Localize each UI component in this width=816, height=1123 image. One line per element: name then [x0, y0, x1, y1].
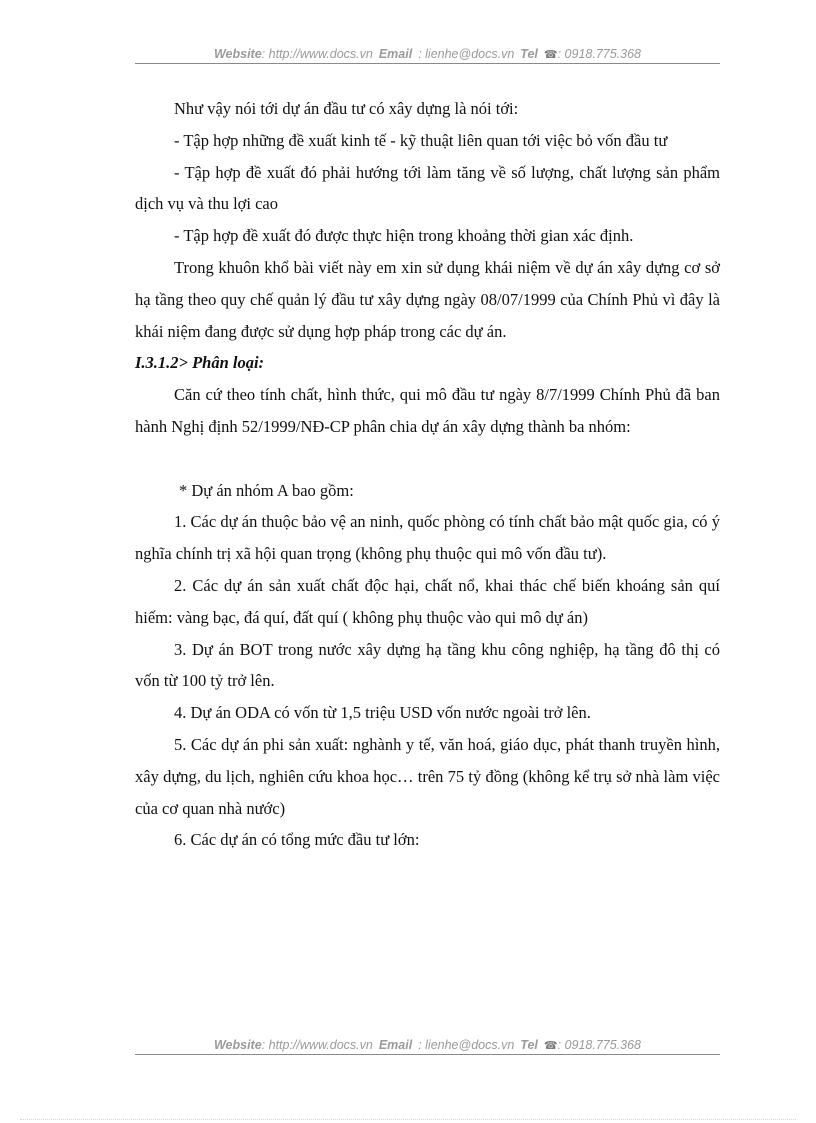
footer-tel-label: Tel — [520, 1038, 538, 1052]
header-email-value: : lienhe@docs.vn — [418, 47, 515, 61]
footer-tel-value: : 0918.775.368 — [557, 1038, 642, 1052]
list-item-6: 6. Các dự án có tổng mức đầu tư lớn: — [174, 830, 420, 850]
paragraph-definition: Trong khuôn khổ bài viết này em xin sử dụng khái niệm về dự án xây dựng cơ sở hạ tầng theo quy chế quản lý đầu tư xây dựng ngày 08/07/1999 của Chính Phủ vì đây là khái niệm đang được sử dụng hợp pháp trong các dự án. — [135, 257, 720, 341]
page-header — [135, 47, 720, 64]
blank-line — [135, 443, 720, 475]
footer-email-label: Email — [378, 1038, 413, 1052]
header-website-label: Website — [213, 47, 262, 61]
bullet-proposals-quality: - Tập hợp đề xuất đó phải hướng tới làm tăng về số lượng, chất lượng sản phẩm dịch vụ và thu lợi cao — [135, 162, 720, 214]
list-item-1: 1. Các dự án thuộc bảo vệ an ninh, quốc phòng có tính chất bảo mật quốc gia, có ý nghĩa chính trị xã hội quan trọng (không phụ thuộc qui mô vốn đầu tư). — [135, 512, 720, 564]
group-a-heading: * Dự án nhóm A bao gồm: — [179, 480, 354, 500]
bullet-proposals-capital: - Tập hợp những đề xuất kinh tế - kỹ thuật liên quan tới việc bỏ vốn đầu tư — [174, 130, 668, 150]
list-item-2: 2. Các dự án sản xuất chất độc hại, chất nổ, khai thác chế biến khoáng sản quí hiếm: vàng bạc, đá quí, đất quí ( không phụ thuộc vào qui mô dự án) — [135, 575, 720, 627]
page-footer — [135, 1038, 720, 1055]
header-website-value: : http://www.docs.vn — [261, 47, 373, 61]
document-body — [135, 93, 720, 856]
footer-website-value: : http://www.docs.vn — [261, 1038, 373, 1052]
footer-website-label: Website — [213, 1038, 262, 1052]
footer-email-value: : lienhe@docs.vn — [418, 1038, 515, 1052]
bullet-proposals-time: - Tập hợp đề xuất đó được thực hiện trong khoảng thời gian xác định. — [174, 226, 634, 246]
header-email-label: Email — [378, 47, 413, 61]
phone-icon: ☎ — [543, 1040, 558, 1052]
phone-icon: ☎ — [543, 49, 558, 61]
list-item-5: 5. Các dự án phi sản xuất: nghành y tế, văn hoá, giáo dục, phát thanh truyền hình, xây dựng, du lịch, nghiên cứu khoa học… trên 75 tỷ đồng (không kể trụ sở nhà làm việc của cơ quan nhà nước) — [135, 734, 720, 818]
header-tel-label: Tel — [520, 47, 538, 61]
section-heading: I.3.1.2> Phân loại: — [135, 353, 265, 373]
paragraph-classification: Căn cứ theo tính chất, hình thức, qui mô đầu tư ngày 8/7/1999 Chính Phủ đã ban hành Nghị định 52/1999/NĐ-CP phân chia dự án xây dựng thành ba nhóm: — [135, 385, 720, 436]
list-item-3: 3. Dự án BOT trong nước xây dựng hạ tầng khu công nghiệp, hạ tầng đô thị có vốn từ 100 tỷ trở lên. — [135, 639, 720, 691]
list-item-4: 4. Dự án ODA có vốn từ 1,5 triệu USD vốn nước ngoài trở lên. — [174, 703, 591, 723]
page-edge-divider — [20, 1119, 796, 1120]
paragraph-intro: Như vậy nói tới dự án đầu tư có xây dựng là nói tới: — [174, 99, 519, 118]
header-tel-value: : 0918.775.368 — [557, 47, 642, 61]
